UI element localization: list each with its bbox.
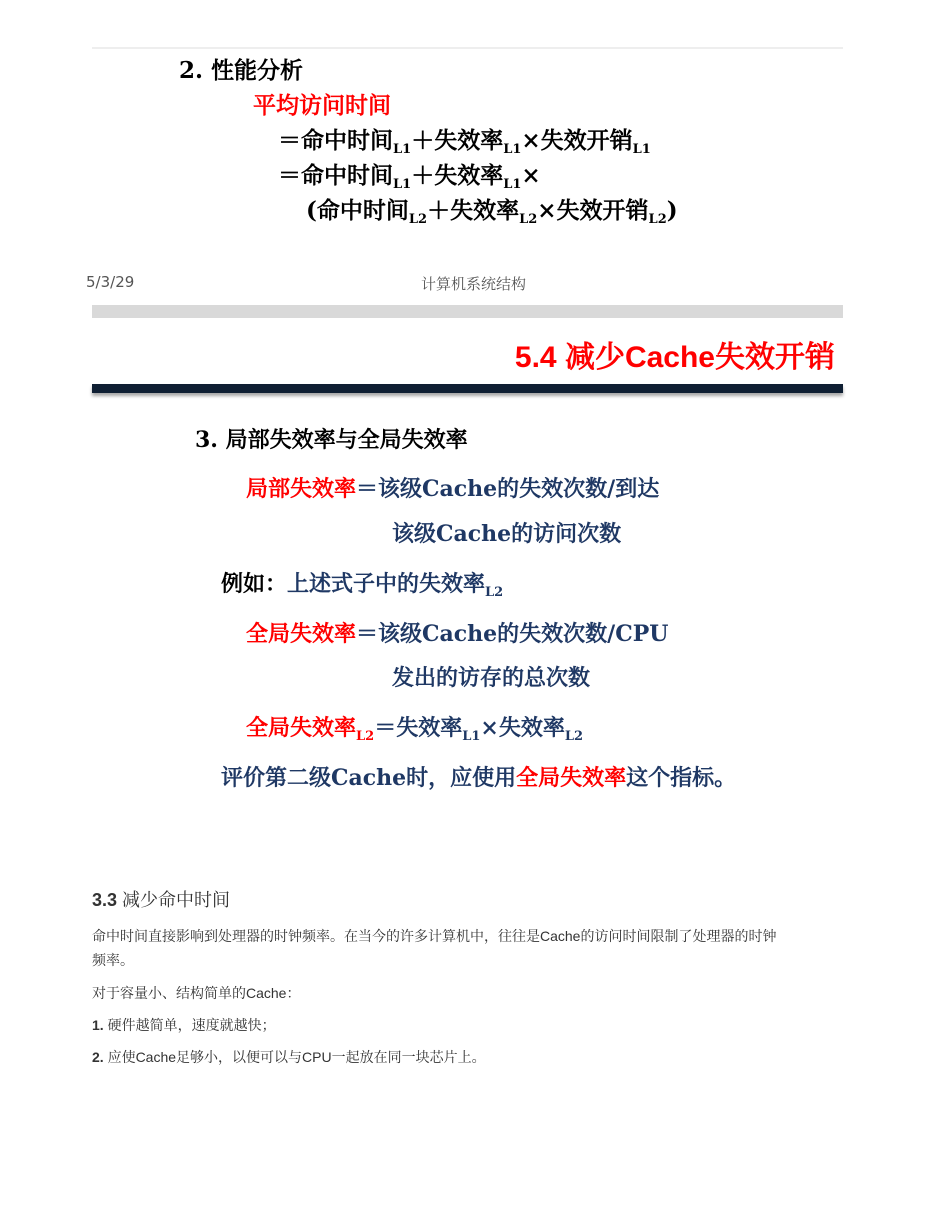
- global-miss-rate-def: 全局失效率＝该级Cache的失效次数/CPU: [246, 621, 669, 647]
- slide-header-bar: [92, 305, 843, 318]
- local-miss-rate-def-cont: 该级Cache的访问次数: [392, 521, 622, 547]
- global-miss-rate-def-cont: 发出的访存的总次数: [392, 665, 591, 691]
- slide2-heading: 3. 局部失效率与全局失效率: [195, 427, 468, 453]
- list-item: 2. 应使Cache足够小，以便可以与CPU一起放在同一块芯片上。: [92, 1049, 486, 1065]
- slide-title-underline: [92, 384, 843, 393]
- local-miss-rate-def: 局部失效率＝该级Cache的失效次数/到达: [246, 476, 660, 502]
- slide2-title: 5.4 减少Cache失效开销: [514, 341, 835, 374]
- global-miss-rate-formula: 全局失效率$_{L2}$＝失效率$_{L1}$×失效率$_{L2}$: [246, 715, 584, 744]
- slide1-heading: 2. 性能分析: [179, 57, 304, 84]
- avg-access-time-label: 平均访问时间: [253, 92, 391, 119]
- section-heading: 3.3 减少命中时间: [92, 890, 231, 910]
- formula-line-2: ＝命中时间$_{L1}$＋失效率$_{L1}$×: [278, 162, 541, 192]
- example-line: 例如：上述式子中的失效率$_{L2}$: [221, 571, 504, 600]
- paragraph-line-2: 频率。: [92, 952, 134, 968]
- footer-date: 5/3/29: [86, 273, 135, 291]
- evaluation-line: 评价第二级Cache时，应使用全局失效率这个指标。: [221, 765, 737, 791]
- formula-line-1: ＝命中时间$_{L1}$＋失效率$_{L1}$×失效开销$_{L1}$: [278, 127, 651, 157]
- paragraph-2: 对于容量小、结构简单的Cache：: [92, 985, 301, 1001]
- list-item: 1. 硬件越简单，速度就越快；: [92, 1017, 276, 1033]
- footer-course-title: 计算机系统结构: [421, 275, 527, 293]
- paragraph-line-1: 命中时间直接影响到处理器的时钟频率。在当今的许多计算机中，往往是Cache的访问时间限制了处理器的时钟: [92, 928, 777, 944]
- slide-top-divider: [92, 47, 843, 49]
- formula-line-3: (命中时间$_{L2}$＋失效率$_{L2}$×失效开销$_{L2}$): [306, 197, 678, 227]
